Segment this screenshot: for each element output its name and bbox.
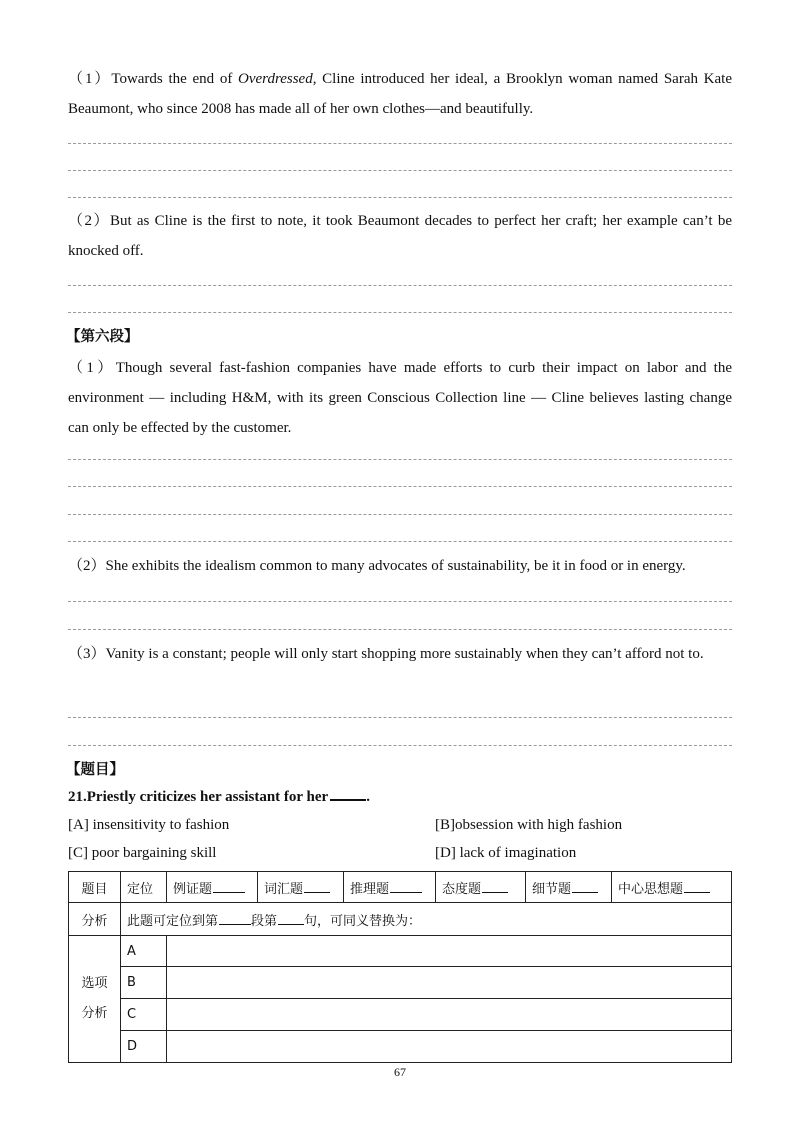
answer-line[interactable] xyxy=(68,601,732,602)
answer-line[interactable] xyxy=(68,285,732,286)
option-c[interactable]: [C] poor bargaining skill xyxy=(68,845,217,861)
option-a[interactable]: [A] insensitivity to fashion xyxy=(68,817,230,833)
option-letter-d: D xyxy=(121,1031,167,1063)
type-locate[interactable]: 定位 xyxy=(121,872,167,903)
option-analysis-d[interactable] xyxy=(167,1031,732,1063)
question-stem: 21.Priestly criticizes her assistant for her . xyxy=(68,789,370,805)
answer-line[interactable] xyxy=(68,459,732,460)
option-analysis-a[interactable] xyxy=(167,936,732,967)
answer-line[interactable] xyxy=(68,312,732,313)
option-letter-c: C xyxy=(121,999,167,1031)
type-infer[interactable]: 推理题 xyxy=(344,872,436,903)
row-label-topic: 题目 xyxy=(69,872,121,903)
answer-line[interactable] xyxy=(68,717,732,718)
sentence-6-2: （2）She exhibits the idealism common to many advocates of sustainability, be it in food or in energy. xyxy=(68,558,686,574)
page-number: 67 xyxy=(394,1065,406,1079)
type-example[interactable]: 例证题 xyxy=(167,872,258,903)
type-main[interactable]: 中心思想题 xyxy=(612,872,732,903)
answer-line[interactable] xyxy=(68,143,732,144)
answer-line[interactable] xyxy=(68,514,732,515)
sentence-6-3: （3）Vanity is a constant; people will only start shopping more sustainably when they can’t afford not to. xyxy=(68,646,704,662)
analysis-table xyxy=(68,871,732,1063)
sentence-5-1: （1）Towards the end of Overdressed, Cline introduced her ideal, a Brooklyn woman named Sarah Kate Beaumont, who since 2008 has made all of her own clothes—and beautifully. xyxy=(68,71,732,117)
question-heading: 【题目】 xyxy=(66,762,124,778)
answer-line[interactable] xyxy=(68,197,732,198)
sentence-6-1: （1）Though several fast-fashion companies have made efforts to curb their impact on labor and the environment — including H&M, with its green Conscious Collection line — Cline believes lasting change can only be effected by the customer. xyxy=(68,360,732,436)
sentence-5-2: （2）But as Cline is the first to note, it took Beaumont decades to perfect her craft; her example can’t be knocked off. xyxy=(68,213,732,259)
answer-line[interactable] xyxy=(68,486,732,487)
option-d[interactable]: [D] lack of imagination xyxy=(435,845,577,861)
answer-line[interactable] xyxy=(68,629,732,630)
answer-line[interactable] xyxy=(68,170,732,171)
section-heading-6: 【第六段】 xyxy=(66,329,139,345)
options-analysis-label: 选项 分析 xyxy=(69,936,121,1063)
option-analysis-c[interactable] xyxy=(167,999,732,1031)
option-analysis-b[interactable] xyxy=(167,967,732,999)
row-label-analysis: 分析 xyxy=(69,903,121,936)
type-attitude[interactable]: 态度题 xyxy=(436,872,526,903)
locate-prompt[interactable]: 此题可定位到第 段第 句，可同义替换为： xyxy=(121,903,732,936)
type-detail[interactable]: 细节题 xyxy=(526,872,612,903)
option-letter-b: B xyxy=(121,967,167,999)
type-vocab[interactable]: 词汇题 xyxy=(258,872,344,903)
answer-blank[interactable] xyxy=(330,799,366,801)
answer-line[interactable] xyxy=(68,745,732,746)
option-b[interactable]: [B]obsession with high fashion xyxy=(435,817,623,833)
option-letter-a: A xyxy=(121,936,167,967)
answer-line[interactable] xyxy=(68,541,732,542)
